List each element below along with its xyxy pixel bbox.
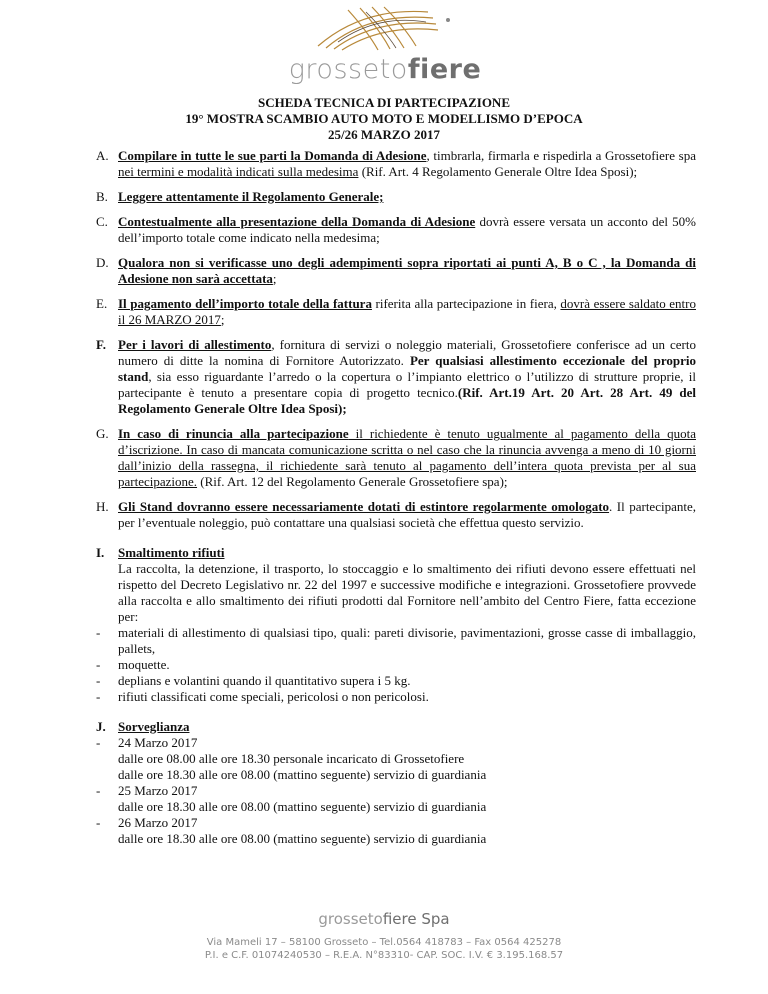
dash-bullet: - [96,625,101,640]
item-h [96,499,696,531]
footer-fiscal: P.I. e C.F. 01074240530 – R.E.A. N°83310- CAP. SOC. I.V. € 3.195.168.57 [204,950,564,961]
item-e-deadline: dovrà essere saldato entro il 26 MARZO 2017 [118,296,696,327]
item-letter: C. [96,214,108,229]
item-i-paragraph: La raccolta, la detenzione, il trasporto, lo stoccaggio e lo smaltimento dei rifiuti devono essere effettuati nel rispetto del Decreto Legislativo nr. 22 del 1997 e successive modifiche e integrazioni. Grossetofiere provvede alla raccolta e allo smaltimento dei rifiuti prodotti dal Fornitore nell’ambito del Centro Fiere, fatta eccezione per: [118,561,696,624]
item-h-lead: Gli Stand dovranno essere necessariamente dotati di estintore regolarmente omologato [118,499,610,514]
dash-bullet: - [96,657,101,672]
item-d [96,255,696,287]
schedule-line: dalle ore 18.30 alle ore 08.00 (mattino seguente) servizio di guardiania [118,831,487,846]
logo-wordmark [270,54,500,85]
item-e [96,296,696,328]
item-b [96,189,696,205]
grossetofiere-logo [270,2,500,88]
item-a-text: , timbrarla, firmarla e rispedirla a Grossetofiere spa [426,148,697,163]
item-d-text: ; [272,271,277,286]
list-item-text: deplians e volantini quando il quantitativo supera i 5 kg. [118,673,411,688]
item-h-text: . Il partecipante, per l’eventuale noleggio, può contattare una qualsiasi società che effettua questo servizio. [118,499,696,530]
date-label: 24 Marzo 2017 [118,735,198,750]
item-g-ref: (Rif. Art. 12 del Regolamento Generale Grossetofiere spa); [197,474,508,489]
logo-text-dark: fiere [407,54,482,85]
date-label: 25 Marzo 2017 [118,783,198,798]
dash-bullet: - [96,735,101,750]
list-item-text: moquette. [118,657,170,672]
item-f-ref: (Rif. Art.19 Art. 20 Art. 28 Art. 49 del Regolamento Generale Oltre Idea Sposi); [118,385,696,416]
footer-company-dark: fiere Spa [382,910,450,928]
item-j-title: Sorveglianza [118,719,190,734]
item-i-title: Smaltimento rifiuti [118,545,225,560]
logo-mark-icon [308,2,458,54]
title-line-3: 25/26 MARZO 2017 [328,127,440,142]
item-letter: I. [96,545,105,560]
item-g-text: il richiedente è tenuto ugualmente al pagamento della quota d’iscrizione. In caso di mancata comunicazione scritta o nel caso che la rinuncia avvenga a meno di 10 giorni dall’inizio della rassegna, il richiedente sarà tenuto al pagamento dell’intera quota prevista per al sua partecipazione. [118,426,696,489]
list-item-text: materiali di allestimento di qualsiasi tipo, quali: pareti divisorie, pavimentazioni, grosse casse di imballaggio, pallets, [118,625,696,656]
list-item [96,735,696,751]
item-b-lead: Leggere attentamente il Regolamento Generale; [118,189,384,204]
item-letter: G. [96,426,109,441]
schedule-line: dalle ore 08.00 alle ore 18.30 personale incaricato di Grossetofiere [118,751,465,766]
item-f-text: , fornitura di servizi o noleggio materiali, Grossetofiere conferisce ad un certo numero di ditte la nomina di Fornitore Autorizzato. [118,337,696,368]
item-i [96,545,696,705]
item-letter: E. [96,296,108,311]
item-letter: J. [96,719,106,734]
item-f-text2: , sia esso riguardante l’arredo o la copertura o l’impianto elettrico o l’utilizzo di strutture proprie, il partecipante è tenuto a presentare copia di progetto tecnico. [118,369,696,400]
item-g-lead: In caso di rinuncia alla partecipazione [118,426,349,441]
footer-company [0,910,768,928]
item-a-lead: Compilare in tutte le sue parti la Domanda di Adesione [118,148,427,163]
schedule-line: dalle ore 18.30 alle ore 08.00 (mattino seguente) servizio di guardiania [118,767,487,782]
item-f [96,337,696,417]
list-item [96,657,696,673]
schedule-line: dalle ore 18.30 alle ore 08.00 (mattino seguente) servizio di guardiania [118,799,487,814]
item-c-lead: Contestualmente alla presentazione della Domanda di Adesione [118,214,476,229]
dash-bullet: - [96,815,101,830]
item-letter: F. [96,337,106,352]
item-f-lead: Per i lavori di allestimento [118,337,272,352]
item-a [96,148,696,180]
list-item [96,783,696,799]
item-e-lead: Il pagamento dell’importo totale della fattura [118,296,372,311]
date-label: 26 Marzo 2017 [118,815,198,830]
list-item [96,689,696,705]
item-d-lead: Qualora non si verificasse uno degli adempimenti sopra riportati ai punti A, B o C , la Domanda di Adesione non sarà accettata [118,255,696,286]
page-footer [0,910,768,962]
item-a-terms: nei termini e modalità indicati sulla medesima [118,164,359,179]
item-g [96,426,696,490]
dash-bullet: - [96,689,101,704]
document-body [96,148,696,856]
item-letter: B. [96,189,108,204]
list-item [96,815,696,831]
list-item [96,625,696,657]
list-item-text: rifiuti classificati come speciali, pericolosi o non pericolosi. [118,689,429,704]
item-letter: A. [96,148,109,163]
item-e-text: riferita alla partecipazione in fiera, [371,296,561,311]
title-line-2: 19° MOSTRA SCAMBIO AUTO MOTO E MODELLISMO D’EPOCA [185,111,583,126]
item-letter: D. [96,255,109,270]
item-e-end: ; [220,312,225,327]
list-item [96,673,696,689]
item-f-special: Per qualsiasi allestimento eccezionale del proprio stand [118,353,696,384]
item-letter: H. [96,499,109,514]
title-line-1: SCHEDA TECNICA DI PARTECIPAZIONE [257,95,510,110]
item-j [96,719,696,847]
footer-address: Via Mameli 17 – 58100 Grosseto – Tel.0564 418783 – Fax 0564 425278 [206,937,562,948]
document-title [0,95,768,143]
logo-text-light: grosseto [288,54,408,85]
dash-bullet: - [96,783,101,798]
item-a-ref: (Rif. Art. 4 Regolamento Generale Oltre Idea Sposi); [358,164,638,179]
footer-company-light: grosseto [318,910,383,928]
item-c-text: dovrà essere versata un acconto del 50% dell’importo totale come indicato nella medesima; [118,214,696,245]
item-c [96,214,696,246]
dash-bullet: - [96,673,101,688]
